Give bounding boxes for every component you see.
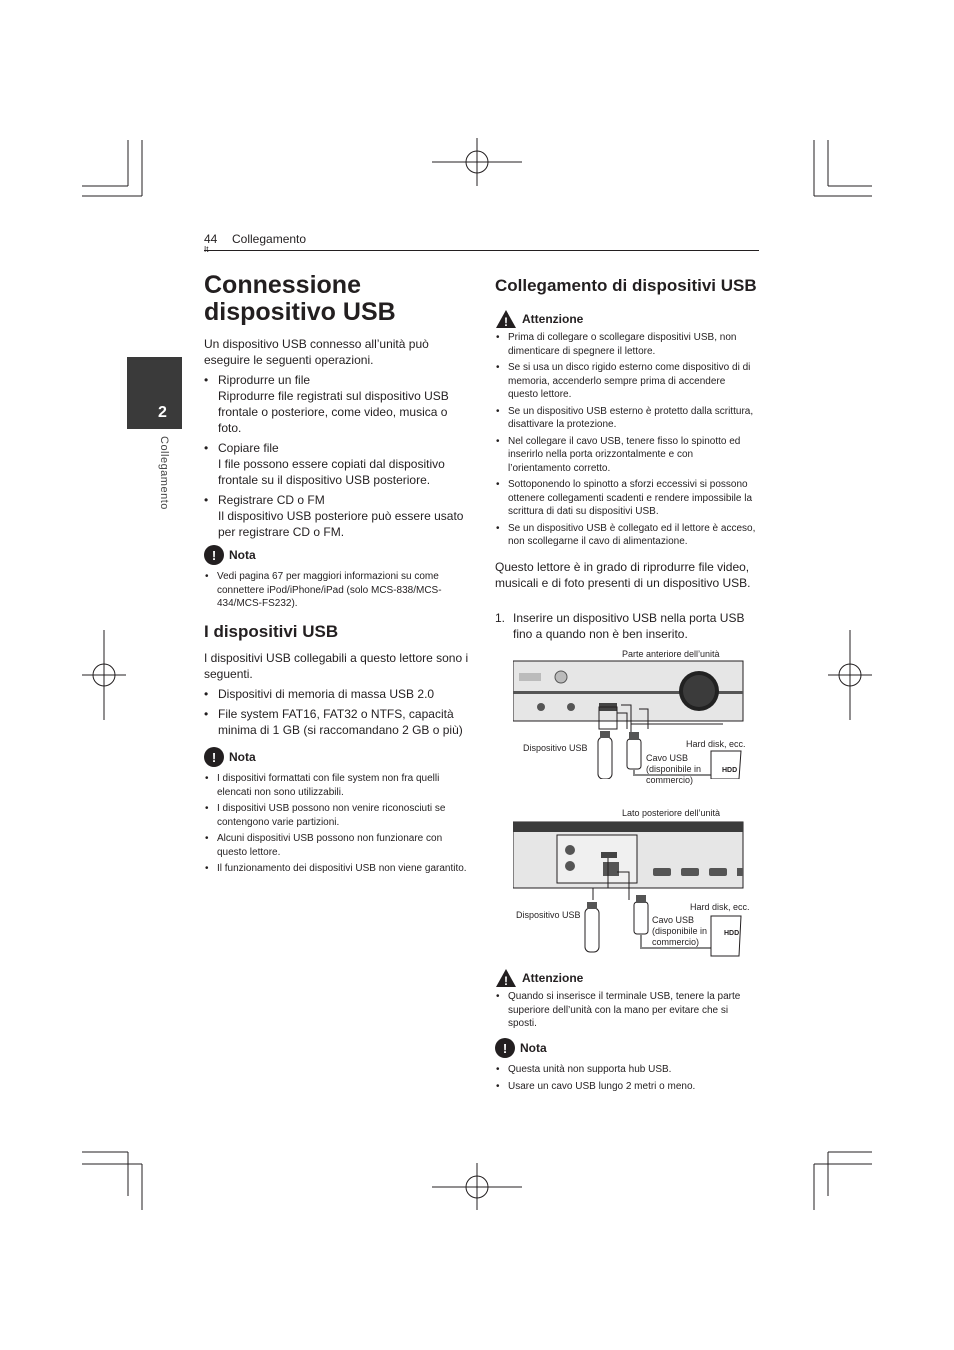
rear-cable-label: Cavo USB (disponibile in commercio)	[652, 915, 708, 947]
warning-icon	[495, 968, 517, 988]
note-item: • Questa unità non supporta hub USB.	[495, 1063, 757, 1077]
exclamation-icon: !	[495, 1038, 515, 1058]
nota-label: Nota	[229, 548, 256, 562]
step-number: 1.	[495, 611, 506, 625]
list-item	[204, 372, 464, 436]
operations-list	[204, 372, 464, 540]
rear-usb-device-label: Dispositivo USB	[516, 910, 581, 920]
note-item: • I dispositivi USB possono non venire riconosciuti se contengono varie partizioni.	[204, 802, 472, 829]
note-item: • I dispositivi formattati con file system non fra quelli elencati non sono utilizzabili.	[204, 772, 472, 799]
rear-unit-diagram	[513, 820, 753, 960]
nota-box-3	[495, 1038, 757, 1096]
caution-item: • Prima di collegare o scollegare dispositivi USB, non dimenticare di spegnere il lettore.	[495, 331, 757, 358]
devices-intro: I dispositivi USB collegabili a questo lettore sono i seguenti.	[204, 651, 469, 681]
page-number: 44	[204, 232, 218, 246]
op-desc: Riprodurre file registrati sul dispositivo USB frontale o posteriore, come video, musica o foto.	[218, 389, 449, 435]
intro-text: Un dispositivo USB connesso all’unità può eseguire le seguenti operazioni.	[204, 337, 429, 367]
attenzione-box-1	[495, 309, 757, 552]
nota-box-2	[204, 747, 472, 879]
step-1	[495, 610, 757, 642]
chapter-label: Collegamento	[158, 436, 170, 510]
nota-label: Nota	[229, 750, 256, 764]
devices-list	[204, 686, 469, 738]
attenzione-box-2	[495, 968, 757, 1034]
caution-item: • Nel collegare il cavo USB, tenere fisso lo spinotto ed inserirlo nella porta orizzontalmente e con l’orientamento corretto.	[495, 435, 757, 476]
note-item: • Usare un cavo USB lungo 2 metri o meno.	[495, 1080, 757, 1094]
op-head: • Registrare CD o FM	[218, 493, 325, 507]
rear-caption: Lato posteriore dell’unità	[622, 808, 721, 818]
chapter-tab	[127, 357, 182, 429]
op-desc: I file possono essere copiati dal dispositivo frontale su il dispositivo USB posteriore.	[218, 457, 445, 487]
svg-text:!: !	[504, 315, 508, 329]
subsection-title: I dispositivi USB	[204, 622, 339, 641]
right-section-title: Collegamento di dispositivi USB	[495, 276, 757, 295]
list-item: • Dispositivi di memoria di massa USB 2.0	[204, 686, 469, 702]
step-text: Inserire un dispositivo USB nella porta USB fino a quando non è ben inserito.	[513, 611, 745, 641]
op-head: • Copiare file	[218, 441, 279, 455]
page-title: Connessione dispositivo USB	[204, 271, 396, 326]
caution-item: • Se un dispositivo USB esterno è protetto dalla scrittura, disattivare la protezione.	[495, 405, 757, 432]
list-item: • File system FAT16, FAT32 o NTFS, capacità minima di 1 GB (si raccomandano 2 GB o più)	[204, 706, 469, 738]
note-item: • Alcuni dispositivi USB possono non funzionare con questo lettore.	[204, 832, 472, 859]
front-caption: Parte anteriore dell’unità	[622, 649, 720, 659]
exclamation-icon: !	[204, 545, 224, 565]
front-unit-diagram	[513, 659, 753, 779]
op-head: • Riprodurre un file	[218, 373, 311, 387]
attenzione-label: Attenzione	[522, 312, 584, 326]
attenzione-label: Attenzione	[522, 971, 584, 985]
note-item: • Il funzionamento dei dispositivi USB non viene garantito.	[204, 862, 472, 876]
warning-icon	[495, 309, 517, 329]
caution-item: • Quando si inserisce il terminale USB, tenere la parte superiore dell’unità con la mano per evitare che si sposti.	[495, 990, 757, 1031]
front-hard-disk-label: Hard disk, ecc.	[686, 739, 746, 749]
rear-hard-disk-label: Hard disk, ecc.	[690, 902, 750, 912]
front-hdd-label: HDD	[722, 767, 738, 774]
caution-item: • Se un dispositivo USB è collegato ed il lettore è acceso, non scollegarne il cavo di alimentazione.	[495, 522, 757, 549]
list-item	[204, 440, 464, 488]
front-usb-device-label: Dispositivo USB	[523, 743, 588, 753]
chapter-number: 2	[158, 404, 167, 421]
caution-item: • Sottoponendo lo spinotto a sforzi eccessivi si possono ottenere collegamenti scadenti e rendere impossibile la scrittura di dati su dispositivi USB.	[495, 478, 757, 519]
svg-text:!: !	[504, 974, 508, 988]
list-item	[204, 492, 464, 540]
front-cable-label: Cavo USB (disponibile in commercio)	[646, 753, 702, 785]
caution-item: • Se si usa un disco rigido esterno come dispositivo di di memoria, accenderlo sempre prima di accendere questo lettore.	[495, 361, 757, 402]
description-paragraph: Questo lettore è in grado di riprodurre file video, musicali e di foto presenti di un dispositivo USB.	[495, 560, 751, 590]
op-desc: Il dispositivo USB posteriore può essere usato per registrare CD o FM.	[218, 509, 464, 539]
nota-label: Nota	[520, 1041, 547, 1055]
nota-box-1	[204, 545, 469, 614]
header-rule	[204, 250, 759, 251]
rear-hdd-label: HDD	[724, 930, 740, 937]
note-item: • Vedi pagina 67 per maggiori informazioni su come connettere iPod/iPhone/iPad (solo MCS-838/MCS-434/MCS-FS232).	[204, 570, 469, 611]
exclamation-icon: !	[204, 747, 224, 767]
section-title: Collegamento	[232, 232, 307, 246]
